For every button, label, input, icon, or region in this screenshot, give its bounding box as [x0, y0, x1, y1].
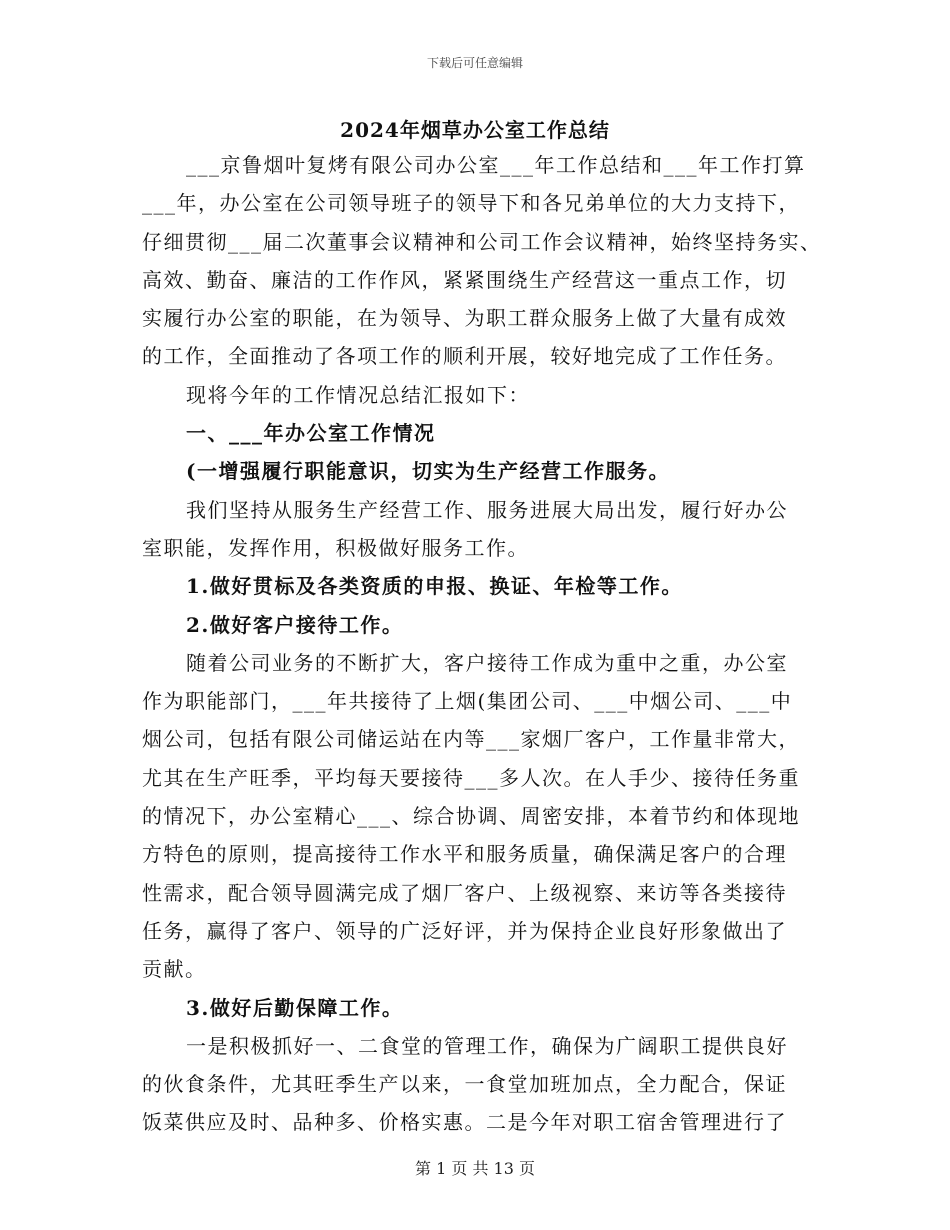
body-line: 现将今年的工作情况总结汇报如下：	[186, 382, 530, 407]
item-heading: 2.做好客户接待工作。	[186, 612, 404, 637]
section-heading: 一、___年办公室工作情况	[186, 421, 436, 446]
document-title: 2024年烟草办公室工作总结	[340, 118, 610, 142]
body-line: 性需求，配合领导圆满完成了烟厂客户、上级视察、来访等各类接待	[142, 880, 787, 905]
body-line: 的伙食条件，尤其旺季生产以来，一食堂加班加点，全力配合，保证	[142, 1072, 787, 1097]
body-line: 室职能，发挥作用，积极做好服务工作。	[142, 535, 529, 560]
body-line: 的情况下，办公室精心___、综合协调、周密安排，本着节约和体现地	[142, 804, 800, 829]
header-note: 下载后可任意编辑	[426, 56, 523, 70]
body-line: 的工作，全面推动了各项工作的顺利开展，较好地完成了工作任务。	[142, 344, 787, 369]
item-heading: 3.做好后勤保障工作。	[186, 995, 404, 1020]
page-footer: 第 1 页 共 13 页	[415, 1159, 535, 1178]
body-line: 实履行办公室的职能，在为领导、为职工群众服务上做了大量有成效	[142, 306, 787, 331]
subsection-heading: (一增强履行职能意识，切实为生产经营工作服务。	[186, 459, 670, 484]
body-line: ___京鲁烟叶复烤有限公司办公室___年工作总结和___年工作打算	[186, 153, 806, 177]
body-line: 方特色的原则，提高接待工作水平和服务质量，确保满足客户的合理	[142, 842, 787, 867]
item-heading: 1.做好贯标及各类资质的申报、换证、年检等工作。	[186, 574, 683, 599]
body-line: 饭菜供应及时、品种多、价格实惠。二是今年对职工宿舍管理进行了	[142, 1110, 787, 1135]
body-line: 我们坚持从服务生产经营工作、服务进展大局出发，履行好办公	[186, 497, 788, 522]
body-line: 高效、勤奋、廉洁的工作作风，紧紧围绕生产经营这一重点工作，切	[142, 267, 787, 292]
body-line: 作为职能部门，___年共接待了上烟(集团公司、___中烟公司、___中	[142, 689, 793, 714]
body-line: 贡献。	[142, 957, 207, 982]
body-line: 尤其在生产旺季，平均每天要接待___多人次。在人手少、接待任务重	[142, 765, 800, 790]
body-line: 随着公司业务的不断扩大，客户接待工作成为重中之重，办公室	[186, 650, 788, 675]
body-line: 烟公司，包括有限公司储运站在内等___家烟厂客户，工作量非常大，	[142, 727, 800, 752]
body-line: ___年，办公室在公司领导班子的领导下和各兄弟单位的大力支持下，	[142, 191, 800, 216]
body-line: 任务，赢得了客户、领导的广泛好评，并为保持企业良好形象做出了	[142, 918, 787, 943]
body-line: 一是积极抓好一、二食堂的管理工作，确保为广阔职工提供良好	[186, 1033, 788, 1058]
body-line: 仔细贯彻___届二次董事会议精神和公司工作会议精神，始终坚持务实、	[142, 229, 822, 254]
document-body	[142, 146, 822, 1142]
